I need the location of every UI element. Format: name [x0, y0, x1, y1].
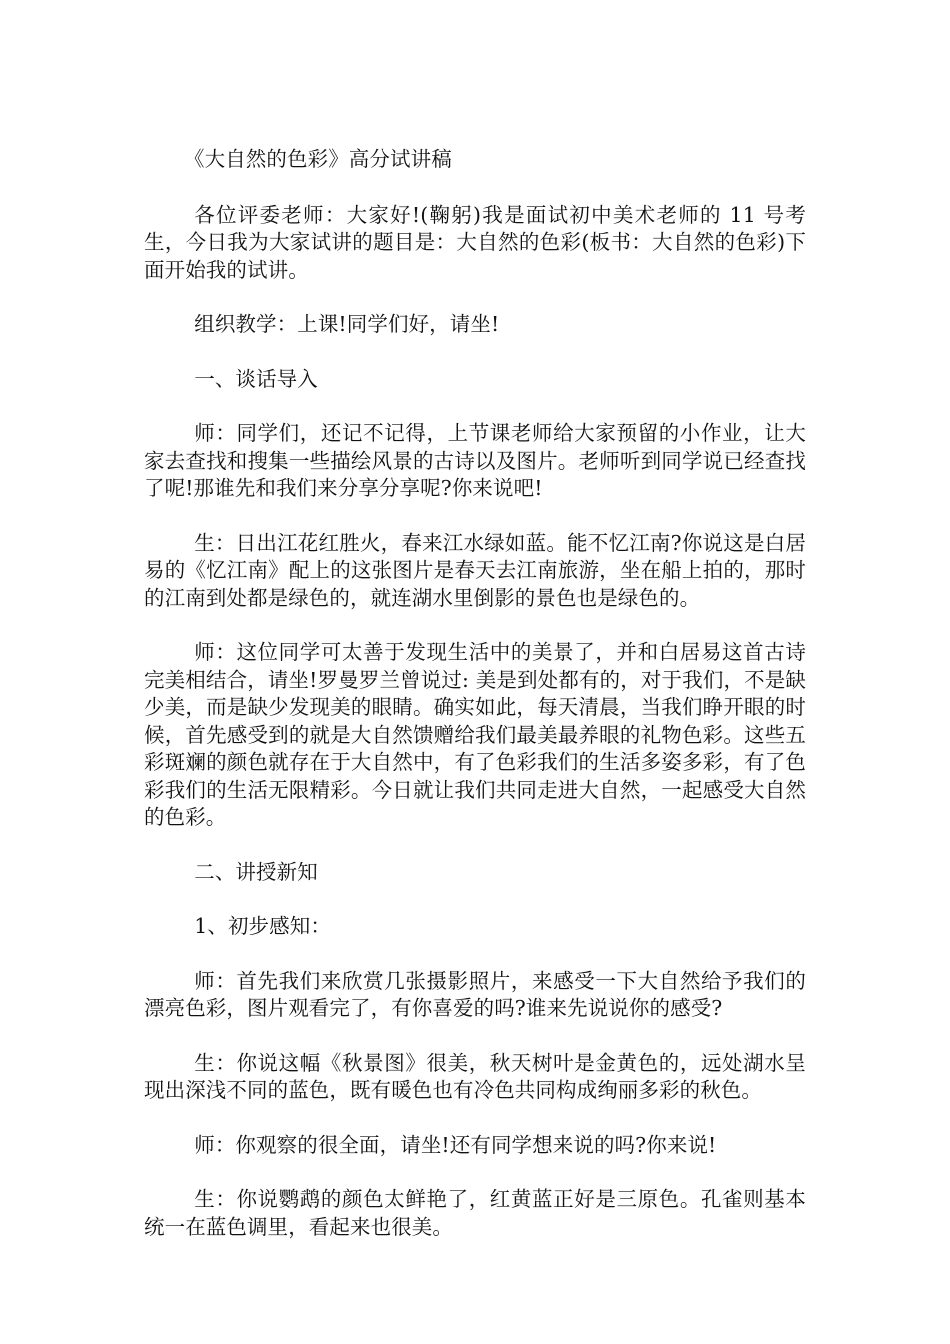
section-heading-new-knowledge: 二、讲授新知	[194, 859, 318, 884]
document-body	[144, 146, 806, 1268]
paragraph-student-1: 生：日出江花红胜火，春来江水绿如蓝。能不忆江南?你说这是白居易的《忆江南》配上的这张图片是春天去江南旅游，坐在船上拍的，那时的江南到处都是绿色的，就连湖水里倒影的景色也是绿色的。	[144, 530, 806, 610]
paragraph-teacher-3: 师：首先我们来欣赏几张摄影照片，来感受一下大自然给予我们的漂亮色彩，图片观看完了，有你喜爱的吗?谁来先说说你的感受?	[144, 968, 806, 1020]
paragraph-greeting: 各位评委老师：大家好!(鞠躬)我是面试初中美术老师的 11 号考生，今日我为大家试讲的题目是：大自然的色彩(板书：大自然的色彩)下面开始我的试讲。	[144, 202, 806, 282]
paragraph-teacher-4: 师：你观察的很全面，请坐!还有同学想来说的吗?你来说!	[194, 1132, 717, 1157]
document-title: 《大自然的色彩》高分试讲稿	[184, 147, 452, 171]
paragraph-teacher-2: 师：这位同学可太善于发现生活中的美景了，并和白居易这首古诗完美相结合，请坐!罗曼罗兰曾说过: 美是到处都有的，对于我们，不是缺少美，而是缺少发现美的眼睛。确实如此，每天清晨，当我们睁开眼的时候，首先感受到的就是大自然馈赠给我们最美最养眼的礼物色彩。这些五彩斑斓的颜色就存在于大自然中，有了色彩我们的生活多姿多彩，有了色彩我们的生活无限精彩。今日就让我们共同走进大自然，一起感受大自然的色彩。	[144, 640, 806, 829]
paragraph-student-2: 生：你说这幅《秋景图》很美，秋天树叶是金黄色的，远处湖水呈现出深浅不同的蓝色，既有暖色也有冷色共同构成绚丽多彩的秋色。	[144, 1050, 806, 1102]
paragraph-organize-class: 组织教学：上课!同学们好，请坐!	[194, 312, 500, 336]
paragraph-student-3: 生：你说鹦鹉的颜色太鲜艳了，红黄蓝正好是三原色。孔雀则基本统一在蓝色调里，看起来也很美。	[144, 1187, 806, 1239]
paragraph-teacher-1: 师：同学们，还记不记得，上节课老师给大家预留的小作业，让大家去查找和搜集一些描绘风景的古诗以及图片。老师听到同学说已经查找了呢!那谁先和我们来分享分享呢?你来说吧!	[144, 421, 806, 500]
section-heading-intro: 一、谈话导入	[194, 366, 318, 391]
subsection-heading-perception: 1、初步感知：	[194, 914, 331, 938]
